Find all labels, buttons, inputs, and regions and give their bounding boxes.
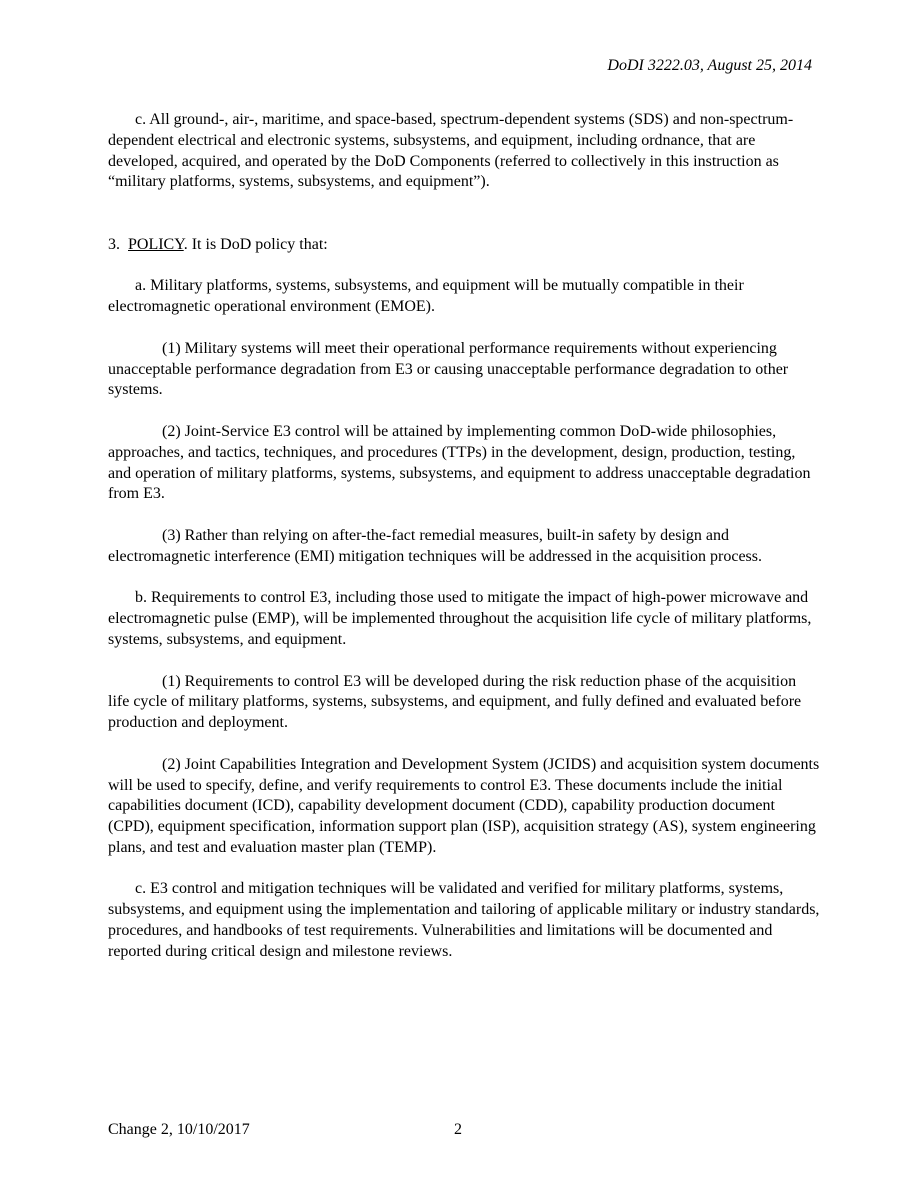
paragraph-3b: b. Requirements to control E3, including those used to mitigate the impact of high-power microwave and electromagnetic pulse (EMP), will be implemented throughout the acquisition life cycle of military platforms, systems, subsystems, and equipment. [108, 589, 812, 648]
paragraph-3b2: (2) Joint Capabilities Integration and Development System (JCIDS) and acquisition system documents will be used to specify, define, and verify requirements to control E3. These documents include the initial capabilities document (ICD), capability development document (CDD), capability production document (CPD), equipment specification, information support plan (ISP), acquisition strategy (AS), system engineering plans, and test and evaluation master plan (TEMP). [108, 755, 820, 856]
policy-heading: POLICY [128, 235, 184, 253]
policy-intro: . It is DoD policy that: [183, 235, 328, 253]
paragraph-3b1: (1) Requirements to control E3 will be developed during the risk reduction phase of the acquisition life cycle of military platforms, systems, subsystems, and equipment, and fully defined and evaluated before production and deployment. [108, 672, 802, 732]
document-body [108, 110, 820, 983]
footer-change-note: Change 2, 10/10/2017 [108, 1121, 250, 1138]
paragraph-2c: c. All ground-, air-, maritime, and space-based, spectrum-dependent systems (SDS) and non-spectrum-dependent electrical and electronic systems, subsystems, and equipment, including ordnance, that are developed, acquired, and operated by the DoD Components (referred to collectively in this instruction as “military platforms, systems, subsystems, and equipment”). [108, 111, 794, 191]
paragraph-3a1: (1) Military systems will meet their operational performance requirements without experiencing unacceptable performance degradation from E3 or causing unacceptable performance degradation to other systems. [108, 339, 789, 399]
document-header: DoDI 3222.03, August 25, 2014 [607, 57, 812, 74]
section-3-heading [108, 235, 820, 256]
paragraph-3c: c. E3 control and mitigation techniques will be validated and verified for military platforms, systems, subsystems, and equipment using the implementation and tailoring of applicable military or industry standards, procedures, and handbooks of test requirements. Vulnerabilities and limitations will be documented and reported during critical design and milestone reviews. [108, 880, 820, 960]
page-number: 2 [454, 1121, 462, 1138]
paragraph-3a2: (2) Joint-Service E3 control will be attained by implementing common DoD-wide philosophies, approaches, and tactics, techniques, and procedures (TTPs) in the development, design, production, testing, and operation of military platforms, systems, subsystems, and equipment to address unacceptable degradation from E3. [108, 422, 811, 503]
section-spacer [108, 214, 820, 235]
paragraph-3a3: (3) Rather than relying on after-the-fact remedial measures, built-in safety by design and electromagnetic interference (EMI) mitigation techniques will be addressed in the acquisition process. [108, 526, 762, 565]
section-3-number: 3. [108, 235, 120, 253]
paragraph-3a: a. Military platforms, systems, subsystems, and equipment will be mutually compatible in their electromagnetic operational environment (EMOE). [108, 277, 744, 316]
